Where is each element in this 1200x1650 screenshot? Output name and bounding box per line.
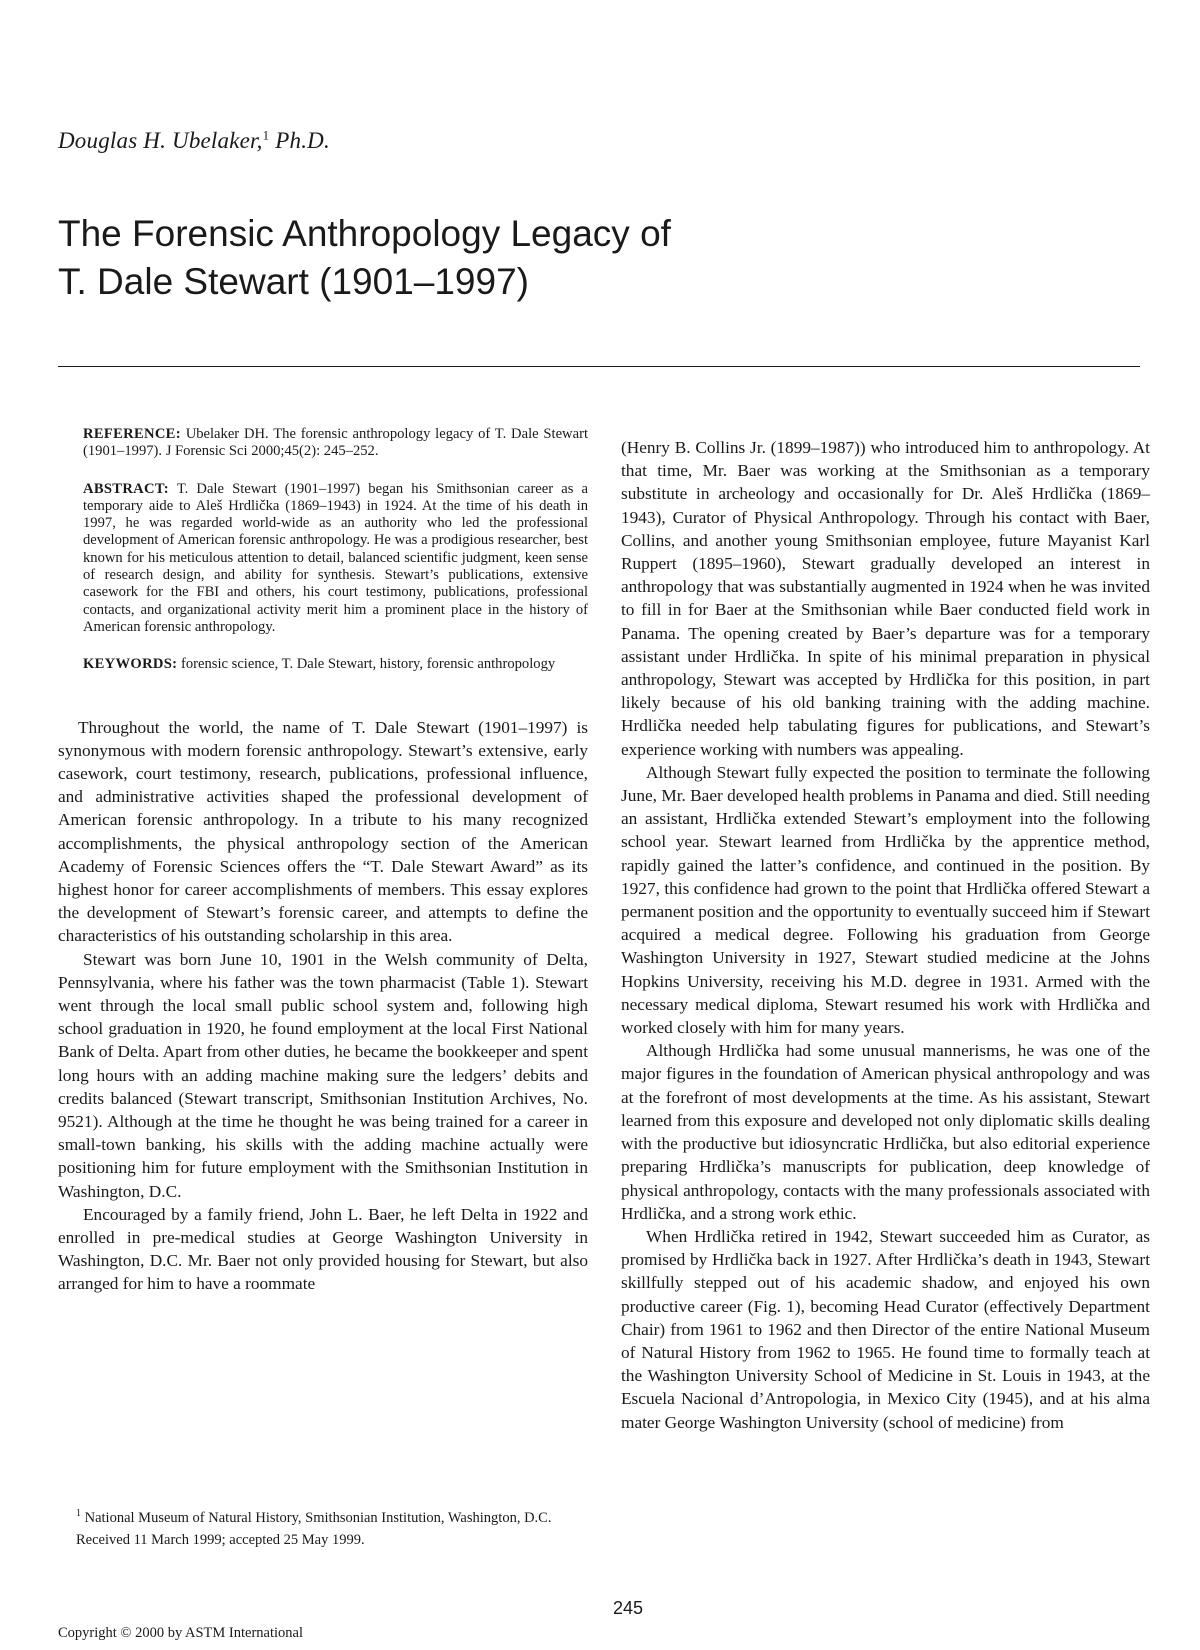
abstract-label: ABSTRACT: bbox=[83, 480, 169, 497]
reference-paragraph bbox=[83, 426, 588, 461]
affiliation-mark: 1 bbox=[76, 1508, 81, 1519]
body-paragraph: When Hrdlička retired in 1942, Stewart succeeded him as Curator, as promised by Hrdlička back in 1927. After Hrdlička’s death in 1943, Stewart skillfully stepped out of his academic shadow, and enjoyed his own productive career (Fig. 1), becoming Head Curator (effectively Department Chair) from 1961 to 1962 and then Director of the entire National Museum of Natural History from 1962 to 1965. He found time to formally teach at the Washington University School of Medicine in St. Louis in 1943, at the Escuela Nacional d’Antropologia, in Mexico City (1945), and at his alma mater George Washington University (school of medicine) from bbox=[621, 1226, 1150, 1432]
keywords-paragraph bbox=[83, 656, 588, 673]
right-column bbox=[621, 436, 1150, 1434]
title-line-2: T. Dale Stewart (1901–1997) bbox=[58, 261, 529, 302]
reference-text: Ubelaker DH. The forensic anthropology legacy of T. Dale Stewart (1901–1997). J Forensic Sci 2000;45(2): 245–252. bbox=[83, 426, 588, 460]
page-number: 245 bbox=[612, 1598, 644, 1618]
body-paragraph: Throughout the world, the name of T. Dale Stewart (1901–1997) is synonymous with modern forensic anthropology. Stewart’s extensive, early casework, court testimony, research, publications, professional influence, and administrative activities shaped the professional development of American forensic anthropology. In a tribute to his many recognized accomplishments, the physical anthropology section of the American Academy of Forensic Sciences offers the “T. Dale Stewart Award” as its highest honor for career accomplishments of members. This essay explores the development of Stewart’s forensic career, and attempts to define the characteristics of his outstanding scholarship in this area. bbox=[58, 717, 588, 946]
received-footnote: Received 11 March 1999; accepted 25 May 1999. bbox=[76, 1531, 365, 1548]
author-name: Douglas H. Ubelaker, bbox=[58, 128, 263, 153]
affiliation-text: National Museum of Natural History, Smithsonian Institution, Washington, D.C. bbox=[84, 1509, 552, 1526]
body-paragraph: Encouraged by a family friend, John L. Baer, he left Delta in 1922 and enrolled in pre-medical studies at George Washington University in Washington, D.C. Mr. Baer not only provided housing for Stewart, but also arranged for him to have a roommate bbox=[58, 1204, 588, 1294]
keywords-text: forensic science, T. Dale Stewart, history, forensic anthropology bbox=[180, 656, 556, 673]
article-title bbox=[58, 210, 1158, 306]
left-body-text bbox=[58, 716, 588, 1296]
reference-label: REFERENCE: bbox=[83, 426, 181, 442]
left-column bbox=[58, 426, 588, 1296]
body-paragraph: Stewart was born June 10, 1901 in the Welsh community of Delta, Pennsylvania, where his father was the town pharmacist (Table 1). Stewart went through the local small public school system and, following high school graduation in 1920, he found employment at the local First National Bank of Delta. Apart from other duties, he became the bookkeeper and spent long hours with an adding machine making sure the ledgers’ debits and credits balanced (Stewart transcript, Smithsonian Institution Archives, No. 9521). Although at the time he thought he was being trained for a career in small-town banking, his skills with the adding machine actually were positioning him for future employment with the Smithsonian Institution in Washington, D.C. bbox=[58, 949, 588, 1201]
body-paragraph: Although Hrdlička had some unusual mannerisms, he was one of the major figures in the foundation of American physical anthropology and was at the forefront of most developments at the time. As his assistant, Stewart learned from this exposure and developed not only diplomatic skills dealing with the productive but idiosyncratic Hrdlička, but also editorial experience preparing Hrdlička’s manuscripts for publication, deep knowledge of physical anthropology, contacts with the many professionals associated with Hrdlička, and a strong work ethic. bbox=[621, 1041, 1150, 1223]
abstract-text: T. Dale Stewart (1901–1997) began his Smithsonian career as a temporary aide to Aleš Hrdlička (1869–1943) in 1924. At the time of his death in 1997, he was regarded world-wide as an authority who led the professional development of American forensic anthropology. He was a prodigious researcher, best known for his meticulous attention to detail, balanced scientific judgment, keen sense of research design, and ability for synthesis. Stewart’s publications, extensive casework for the FBI and others, his court testimony, publications, professional contacts, and organizational activity merit him a prominent place in the history of American forensic anthropology. bbox=[83, 480, 588, 635]
author-degree: Ph.D. bbox=[275, 128, 330, 153]
title-divider bbox=[58, 366, 1140, 367]
abstract-block bbox=[83, 426, 588, 674]
affiliation-footnote bbox=[58, 1504, 588, 1528]
body-paragraph: (Henry B. Collins Jr. (1899–1987)) who introduced him to anthropology. At that time, Mr. Baer was working at the Smithsonian as a temporary substitute in archeology and occasionally for Dr. Aleš Hrdlička (1869–1943), Curator of Physical Anthropology. Through his contact with Baer, Collins, and another young Smithsonian employee, future Mayanist Karl Ruppert (1895–1960), Stewart gradually developed an interest in anthropology that was substantially augmented in 1924 when he was invited to fill in for Baer at the Smithsonian while Baer conducted field work in Panama. The opening created by Baer’s departure was for a temporary assistant under Hrdlička. In spite of his minimal preparation in physical anthropology, Stewart was accepted by Hrdlička for this position, in part likely because of his old banking training with the adding machine. Hrdlička needed help tabulating figures for publications, and Stewart’s experience working with numbers was appealing. bbox=[621, 438, 1150, 759]
copyright: Copyright © 2000 by ASTM International bbox=[58, 1625, 304, 1641]
abstract-paragraph bbox=[83, 481, 588, 637]
author-line bbox=[58, 128, 330, 154]
footnotes bbox=[58, 1504, 588, 1553]
author-footnote-mark: 1 bbox=[262, 127, 270, 143]
body-paragraph: Although Stewart fully expected the position to terminate the following June, Mr. Baer developed health problems in Panama and died. Still needing an assistant, Hrdlička extended Stewart’s employment into the following school year. Stewart learned from Hrdlička by the apprentice method, rapidly gained the latter’s confidence, and continued in the position. By 1927, this confidence had grown to the point that Hrdlička offered Stewart a permanent position and the opportunity to eventually succeed him if Stewart acquired a medical degree. Following his graduation from George Washington University in 1927, Stewart studied medicine at the Johns Hopkins University, receiving his M.D. degree in 1931. Armed with the necessary medical diploma, Stewart resumed his work with Hrdlička and worked closely with him for many years. bbox=[621, 762, 1150, 1038]
title-line-1: The Forensic Anthropology Legacy of bbox=[58, 213, 671, 254]
keywords-label: KEYWORDS: bbox=[83, 656, 178, 673]
